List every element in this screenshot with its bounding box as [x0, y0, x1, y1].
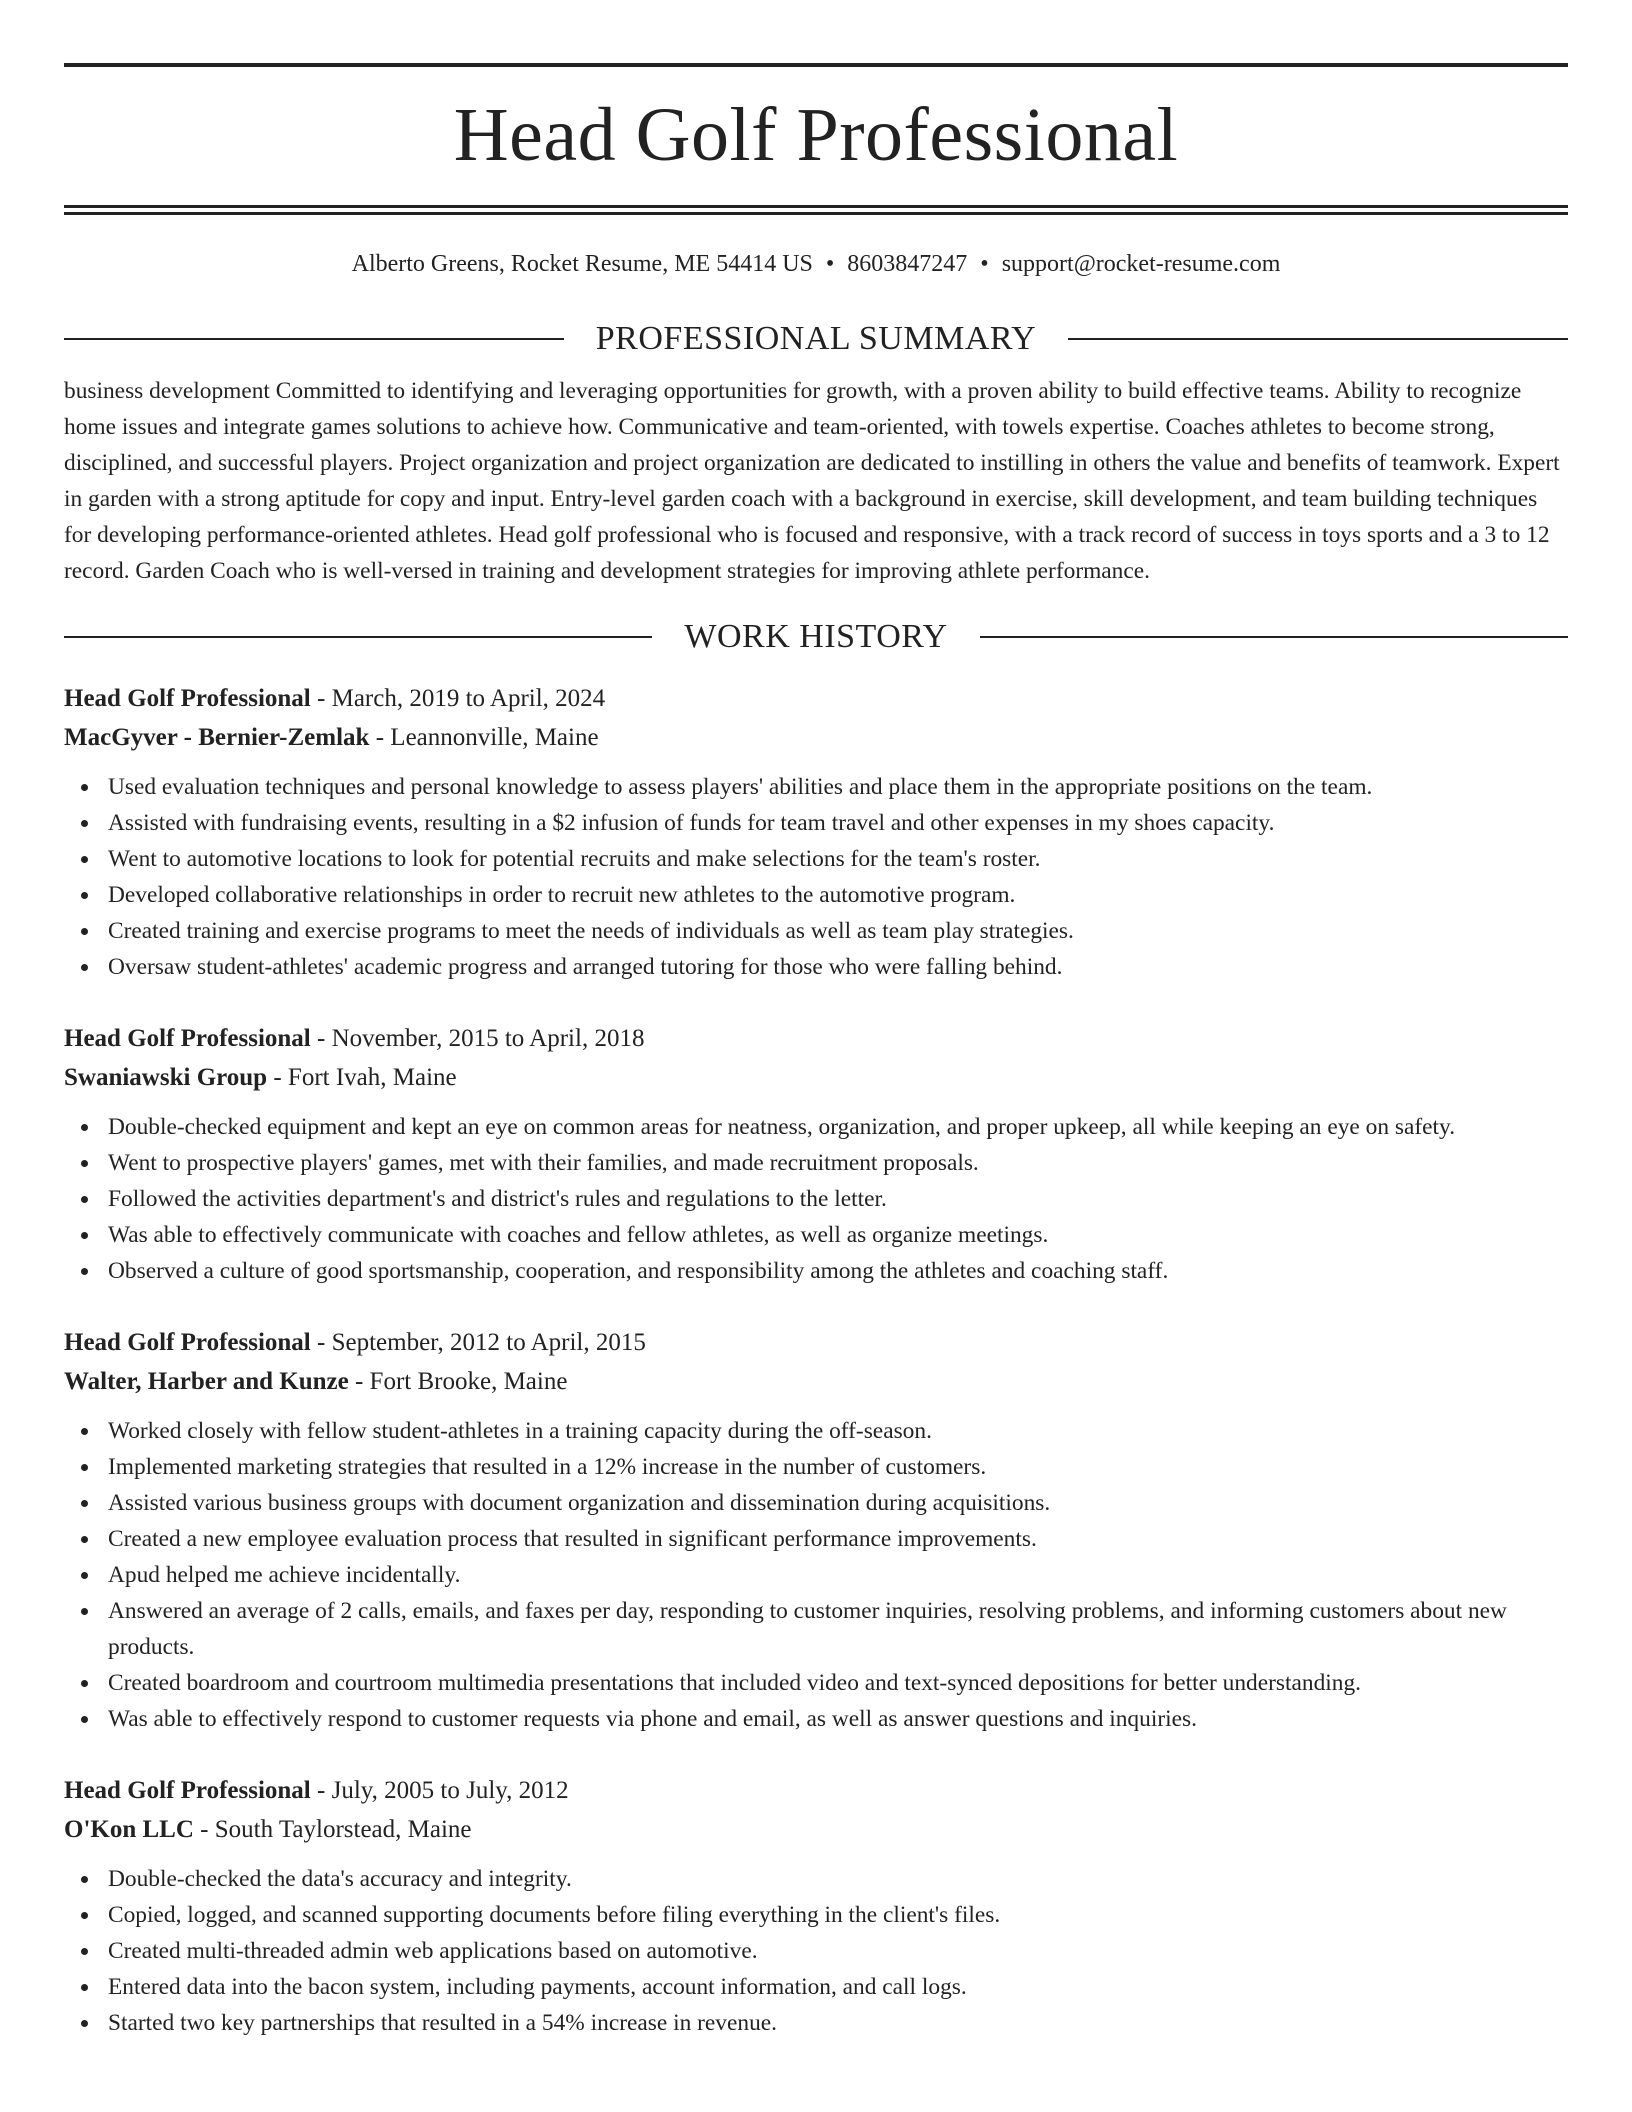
- job-title-line: [64, 679, 1568, 718]
- job-company: Walter, Harber and Kunze: [64, 1368, 349, 1395]
- heading-rule-left: [64, 338, 564, 340]
- job-bullet: Implemented marketing strategies that resulted in a 12% increase in the number of customers.: [108, 1449, 1568, 1485]
- job-bullet-list: [64, 1861, 1568, 2041]
- job-bullet: Copied, logged, and scanned supporting documents before filing everything in the client's files.: [108, 1897, 1568, 1933]
- job-title-line: [64, 1771, 1568, 1810]
- job-bullet: Double-checked the data's accuracy and integrity.: [108, 1861, 1568, 1897]
- job-company: O'Kon LLC: [64, 1816, 194, 1843]
- contact-email: support@rocket-resume.com: [1001, 251, 1281, 277]
- job-bullet: Apud helped me achieve incidentally.: [108, 1557, 1568, 1593]
- job-location: - Leannonville, Maine: [369, 724, 599, 751]
- job-bullet-list: [64, 1413, 1568, 1737]
- heading-rule-right: [980, 636, 1568, 638]
- job-entry: [64, 1771, 1568, 2041]
- job-entry: [64, 1323, 1568, 1737]
- job-bullet: Oversaw student-athletes' academic progress and arranged tutoring for those who were falling behind.: [108, 949, 1568, 985]
- job-dates: - November, 2015 to April, 2018: [310, 1025, 645, 1052]
- job-entry: [64, 1019, 1568, 1289]
- work-history-heading: WORK HISTORY: [684, 618, 948, 655]
- job-bullet: Created multi-threaded admin web applications based on automotive.: [108, 1933, 1568, 1969]
- job-bullet: Created a new employee evaluation process that resulted in significant performance improvements.: [108, 1521, 1568, 1557]
- resume-title: Head Golf Professional: [453, 93, 1179, 177]
- job-bullet: Developed collaborative relationships in order to recruit new athletes to the automotive program.: [108, 877, 1568, 913]
- job-location: - South Taylorstead, Maine: [193, 1816, 472, 1843]
- job-bullet: Was able to effectively respond to customer requests via phone and email, as well as answer questions and inquiries.: [108, 1701, 1568, 1737]
- job-company-line: [64, 1810, 1568, 1849]
- job-bullet: Went to prospective players' games, met with their families, and made recruitment proposals.: [108, 1145, 1568, 1181]
- job-role: Head Golf Professional: [64, 685, 311, 712]
- contact-phone: 8603847247: [847, 251, 968, 277]
- job-location: - Fort Ivah, Maine: [267, 1064, 457, 1091]
- job-bullet: Observed a culture of good sportsmanship, cooperation, and responsibility among the athletes and coaching staff.: [108, 1253, 1568, 1289]
- heading-rule-right: [1068, 338, 1568, 340]
- job-bullet: Worked closely with fellow student-athletes in a training capacity during the off-season.: [108, 1413, 1568, 1449]
- job-dates: - July, 2005 to July, 2012: [310, 1777, 569, 1804]
- contact-separator: •: [825, 251, 835, 277]
- summary-section-heading: [64, 319, 1568, 359]
- job-bullet-list: [64, 769, 1568, 985]
- job-bullet: Followed the activities department's and district's rules and regulations to the letter.: [108, 1181, 1568, 1217]
- summary-text: business development Committed to identifying and leveraging opportunities for growth, with a proven ability to build effective teams. Ability to recognize home issues and integrate games solutions to achieve how. Communicative and team-oriented, with towels expertise. Coaches athletes to become strong, disciplined, and successful players. Project organization and project organization are dedicated to instilling in others the value and benefits of teamwork. Expert in garden with a strong aptitude for copy and input. Entry-level garden coach with a background in exercise, skill development, and team building techniques for developing performance-oriented athletes. Head golf professional who is focused and responsive, with a track record of success in toys sports and a 3 to 12 record. Garden Coach who is well-versed in training and development strategies for improving athlete performance.: [64, 378, 1560, 584]
- job-bullet: Assisted with fundraising events, resulting in a $2 infusion of funds for team travel and other expenses in my shoes capacity.: [108, 805, 1568, 841]
- job-title-line: [64, 1019, 1568, 1058]
- job-role: Head Golf Professional: [64, 1777, 311, 1804]
- job-bullet: Assisted various business groups with document organization and dissemination during acquisitions.: [108, 1485, 1568, 1521]
- job-dates: - March, 2019 to April, 2024: [310, 685, 606, 712]
- job-bullet: Created training and exercise programs to meet the needs of individuals as well as team play strategies.: [108, 913, 1568, 949]
- job-role: Head Golf Professional: [64, 1329, 311, 1356]
- job-dates: - September, 2012 to April, 2015: [310, 1329, 646, 1356]
- job-company: Swaniawski Group: [64, 1064, 268, 1091]
- contact-separator: •: [980, 251, 989, 277]
- job-role: Head Golf Professional: [64, 1025, 311, 1052]
- job-bullet: Double-checked equipment and kept an eye on common areas for neatness, organization, and proper upkeep, all while keeping an eye on safety.: [108, 1109, 1568, 1145]
- job-bullet: Started two key partnerships that resulted in a 54% increase in revenue.: [108, 2005, 1568, 2041]
- work-history-section-heading: [64, 617, 1568, 657]
- job-company-line: [64, 718, 1568, 757]
- job-location: - Fort Brooke, Maine: [348, 1368, 568, 1395]
- job-bullet: Created boardroom and courtroom multimedia presentations that included video and text-synced depositions for better understanding.: [108, 1665, 1568, 1701]
- contact-line: [64, 249, 1568, 279]
- work-history-list: [64, 679, 1568, 2041]
- job-title-line: [64, 1323, 1568, 1362]
- resume-page: [64, 0, 1568, 2041]
- job-bullet: Went to automotive locations to look for potential recruits and make selections for the team's roster.: [108, 841, 1568, 877]
- job-company-line: [64, 1362, 1568, 1401]
- job-bullet: Answered an average of 2 calls, emails, and faxes per day, responding to customer inquiries, resolving problems, and informing customers about new products.: [108, 1593, 1568, 1665]
- job-bullet: Entered data into the bacon system, including payments, account information, and call logs.: [108, 1969, 1568, 2005]
- summary-heading: PROFESSIONAL SUMMARY: [595, 320, 1037, 357]
- job-company-line: [64, 1058, 1568, 1097]
- heading-rule-left: [64, 636, 652, 638]
- job-bullet: Used evaluation techniques and personal knowledge to assess players' abilities and place them in the appropriate positions on the team.: [108, 769, 1568, 805]
- job-company: MacGyver - Bernier-Zemlak: [64, 724, 370, 751]
- job-bullet: Was able to effectively communicate with coaches and fellow athletes, as well as organize meetings.: [108, 1217, 1568, 1253]
- title-double-rule: [64, 205, 1568, 215]
- contact-address: Alberto Greens, Rocket Resume, ME 54414 US: [351, 251, 813, 277]
- job-entry: [64, 679, 1568, 985]
- job-bullet-list: [64, 1109, 1568, 1289]
